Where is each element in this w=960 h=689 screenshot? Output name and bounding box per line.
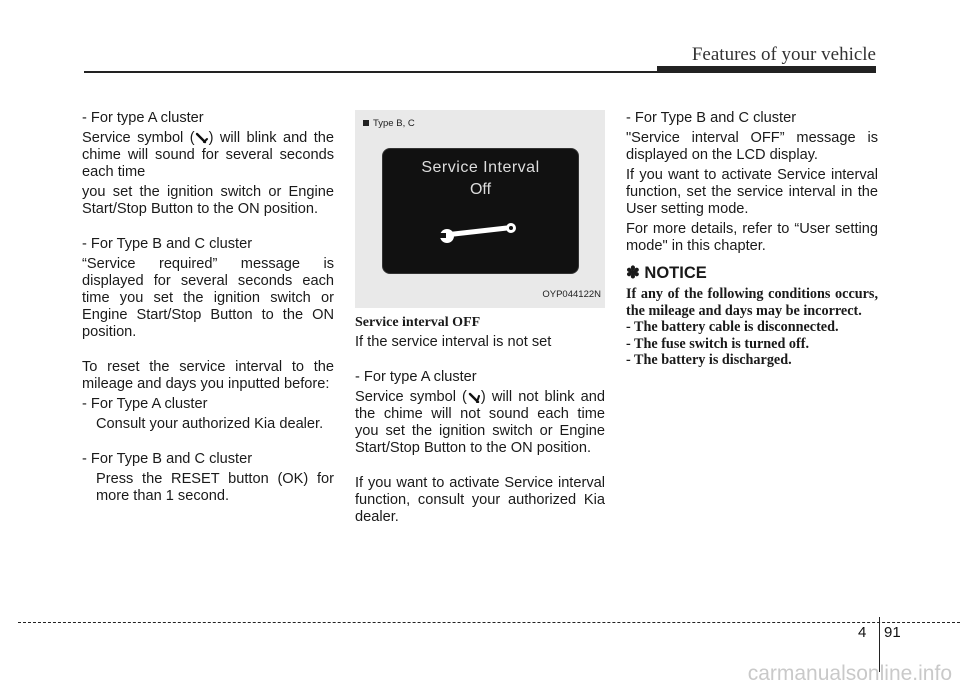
list-item-body: Press the RESET button (OK) for more than 1 second. xyxy=(96,471,334,504)
lcd-display xyxy=(382,148,579,274)
cluster-figure xyxy=(355,110,605,308)
lcd-line-1: Service Interval xyxy=(421,159,540,176)
paragraph: "Service interval OFF” message is displayed on the LCD display. xyxy=(626,130,878,163)
footer-rule xyxy=(18,622,960,623)
wrench-icon xyxy=(435,219,525,249)
notice-item: - The battery is discharged. xyxy=(626,352,792,368)
wrench-icon xyxy=(467,391,481,403)
header-title: Features of your vehicle xyxy=(691,44,876,65)
paragraph: For more details, refer to “User setting mode" in this chapter. xyxy=(626,221,878,254)
paragraph: - For Type B and C cluster xyxy=(626,110,797,126)
paragraph: Service symbol ( ) will blink and the chime will sound for several seconds each time xyxy=(82,130,334,180)
paragraph: - For type A cluster xyxy=(82,110,204,126)
chapter-number: 4 xyxy=(858,624,867,641)
wrench-icon xyxy=(195,132,209,144)
page-number: 91 xyxy=(884,624,901,641)
column-left xyxy=(82,110,334,508)
figure-code: OYP044122N xyxy=(542,289,601,300)
column-right xyxy=(626,110,878,369)
notice-body xyxy=(626,286,878,369)
notice-intro: If any of the following conditions occurs, the mileage and days may be incorrect. xyxy=(626,286,878,319)
list-item: - For Type A cluster xyxy=(82,396,208,412)
figure-caption: Service interval OFF xyxy=(355,315,481,330)
paragraph: To reset the service interval to the mileage and days you inputted before: xyxy=(82,359,334,392)
paragraph: - For Type B and C cluster xyxy=(82,236,253,252)
paragraph: “Service required” message is displayed for several seconds each time you set the ignition switch or Engine Start/Stop Button to the ON position. xyxy=(82,256,334,340)
paragraph: you set the ignition switch or Engine Start/Stop Button to the ON position. xyxy=(82,184,334,217)
paragraph: - For type A cluster xyxy=(355,369,477,385)
figure-label: Type B, C xyxy=(363,115,415,132)
watermark: carmanualsonline.info xyxy=(747,662,952,685)
notice-item: - The fuse switch is turned off. xyxy=(626,335,809,352)
lcd-line-2: Off xyxy=(469,181,492,198)
paragraph: If you want to activate Service interval function, consult your authorized Kia dealer. xyxy=(355,475,605,525)
paragraph: If the service interval is not set xyxy=(355,334,552,350)
notice-title: ✽ NOTICE xyxy=(626,264,707,282)
header-rule-accent xyxy=(657,66,876,73)
paragraph: Service symbol ( ) will not blink and the chime will not sound each time you set the ignition switch or Engine Start/Stop Button to the ON position. xyxy=(355,389,605,456)
paragraph: If you want to activate Service interval function, set the service interval in the User setting mode. xyxy=(626,167,878,217)
list-item-body: Consult your authorized Kia dealer. xyxy=(96,416,324,432)
notice-item: - The battery cable is disconnected. xyxy=(626,319,839,335)
list-item: - For Type B and C cluster xyxy=(82,451,253,467)
column-middle xyxy=(355,110,605,529)
